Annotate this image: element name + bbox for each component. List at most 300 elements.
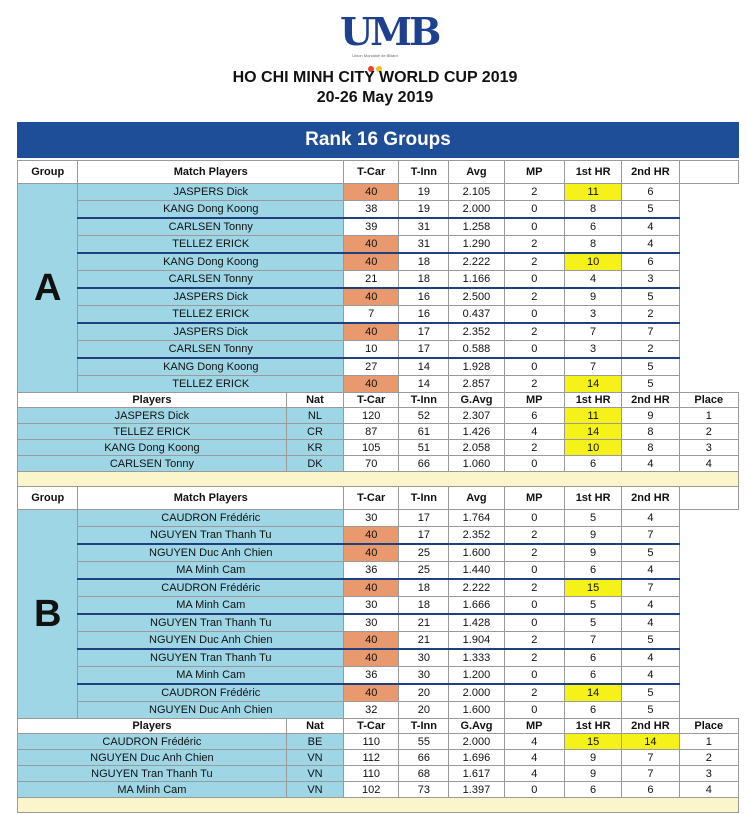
standings-header-hr1: 1st HR [564,393,621,408]
match-blank [679,288,738,306]
standings-player-name: NGUYEN Tran Thanh Tu [18,766,287,782]
standings-tcar: 110 [344,734,399,750]
match-mp: 0 [504,614,564,632]
match-player-name: KANG Dong Koong [78,201,344,219]
match-tcar: 40 [344,236,399,254]
standings-player-name: KANG Dong Koong [18,440,287,456]
match-tinn: 17 [399,510,449,527]
match-hr1: 8 [564,236,621,254]
standings-hr1: 9 [564,750,621,766]
match-player-name: MA Minh Cam [78,597,344,615]
standings-mp: 4 [504,734,564,750]
match-row [18,614,739,632]
standings-gavg: 2.307 [449,408,504,424]
standings-nat: VN [286,782,343,798]
match-row [18,579,739,597]
standings-row [18,408,739,424]
standings-nat: NL [286,408,343,424]
match-mp: 2 [504,527,564,545]
match-mp: 0 [504,218,564,236]
match-tcar: 32 [344,702,399,719]
match-player-name: CAUDRON Frédéric [78,510,344,527]
match-row [18,201,739,219]
match-hr2: 5 [622,358,679,376]
standings-mp: 4 [504,750,564,766]
match-hr2: 4 [622,649,679,667]
match-blank [679,632,738,650]
match-blank [679,201,738,219]
match-hr1: 7 [564,323,621,341]
standings-header-players: Players [18,719,287,734]
standings-row [18,440,739,456]
standings-hr2: 9 [622,408,679,424]
match-hr2: 2 [622,306,679,324]
match-hr1: 3 [564,306,621,324]
group-letter: A [18,184,78,393]
match-avg: 1.333 [449,649,504,667]
match-row [18,184,739,201]
match-row [18,510,739,527]
match-hr1: 7 [564,632,621,650]
match-avg: 1.440 [449,562,504,580]
standings-hr2: 6 [622,782,679,798]
match-row [18,544,739,562]
match-tinn: 17 [399,323,449,341]
match-hr2: 3 [622,271,679,289]
match-row [18,306,739,324]
match-player-name: JASPERS Dick [78,288,344,306]
match-tinn: 18 [399,597,449,615]
match-mp: 0 [504,306,564,324]
match-hr1: 6 [564,218,621,236]
match-hr1: 7 [564,358,621,376]
match-hr2: 7 [622,579,679,597]
standings-place: 4 [679,782,738,798]
col-header-hr1: 1st HR [564,161,621,184]
standings-header-place: Place [679,393,738,408]
standings-row [18,734,739,750]
match-player-name: NGUYEN Tran Thanh Tu [78,614,344,632]
match-tinn: 18 [399,271,449,289]
match-tinn: 31 [399,218,449,236]
match-avg: 1.928 [449,358,504,376]
match-mp: 0 [504,201,564,219]
match-mp: 0 [504,271,564,289]
match-player-name: CARLSEN Tonny [78,341,344,359]
logo-mark: UMB [340,9,439,54]
match-tcar: 10 [344,341,399,359]
match-mp: 0 [504,341,564,359]
standings-tinn: 68 [399,766,449,782]
match-hr1: 3 [564,341,621,359]
standings-hr1: 15 [564,734,621,750]
match-blank [679,218,738,236]
match-mp: 0 [504,510,564,527]
standings-hr1: 9 [564,766,621,782]
standings-gavg: 1.696 [449,750,504,766]
match-blank [679,323,738,341]
match-mp: 2 [504,184,564,201]
standings-place: 1 [679,408,738,424]
col-header-group: Group [18,487,78,510]
match-hr2: 5 [622,702,679,719]
standings-hr2: 8 [622,424,679,440]
match-row [18,376,739,393]
col-header-tinn: T-Inn [399,161,449,184]
standings-header-players: Players [18,393,287,408]
match-avg: 1.200 [449,667,504,685]
match-hr2: 7 [622,527,679,545]
match-avg: 2.222 [449,253,504,271]
match-tcar: 40 [344,288,399,306]
standings-player-name: CAUDRON Frédéric [18,734,287,750]
match-row [18,236,739,254]
match-hr1: 14 [564,376,621,393]
match-hr2: 5 [622,632,679,650]
match-avg: 1.666 [449,597,504,615]
match-row [18,253,739,271]
col-header-tcar: T-Car [344,161,399,184]
group-table [17,486,739,813]
match-mp: 0 [504,562,564,580]
match-hr1: 5 [564,597,621,615]
match-mp: 2 [504,376,564,393]
match-player-name: TELLEZ ERICK [78,376,344,393]
standings-nat: VN [286,766,343,782]
standings-tcar: 120 [344,408,399,424]
standings-mp: 0 [504,456,564,472]
match-player-name: CAUDRON Frédéric [78,684,344,702]
match-blank [679,358,738,376]
match-hr1: 10 [564,253,621,271]
match-hr2: 5 [622,376,679,393]
standings-row [18,424,739,440]
match-tinn: 16 [399,306,449,324]
col-header-hr1: 1st HR [564,487,621,510]
match-blank [679,253,738,271]
match-row [18,649,739,667]
match-avg: 0.437 [449,306,504,324]
standings-mp: 4 [504,424,564,440]
standings-tinn: 66 [399,750,449,766]
match-hr1: 6 [564,667,621,685]
match-avg: 1.428 [449,614,504,632]
match-blank [679,684,738,702]
group-footer-spacer [18,798,739,813]
match-blank [679,306,738,324]
standings-place: 3 [679,440,738,456]
col-header-mp: MP [504,161,564,184]
standings-header-tinn: T-Inn [399,393,449,408]
match-row [18,527,739,545]
match-player-name: JASPERS Dick [78,323,344,341]
standings-gavg: 1.397 [449,782,504,798]
match-row [18,597,739,615]
match-tcar: 30 [344,510,399,527]
match-avg: 2.352 [449,527,504,545]
standings-mp: 6 [504,408,564,424]
standings-tcar: 70 [344,456,399,472]
match-tcar: 40 [344,184,399,201]
standings-player-name: CARLSEN Tonny [18,456,287,472]
match-hr2: 5 [622,684,679,702]
match-blank [679,341,738,359]
match-blank [679,702,738,719]
standings-header-gavg: G.Avg [449,393,504,408]
match-tinn: 18 [399,253,449,271]
match-hr2: 4 [622,236,679,254]
match-mp: 0 [504,667,564,685]
match-hr1: 15 [564,579,621,597]
match-avg: 1.904 [449,632,504,650]
match-tinn: 14 [399,376,449,393]
standings-tinn: 52 [399,408,449,424]
match-tinn: 20 [399,684,449,702]
match-hr1: 5 [564,510,621,527]
match-tcar: 30 [344,597,399,615]
match-row [18,323,739,341]
match-player-name: MA Minh Cam [78,667,344,685]
match-avg: 2.857 [449,376,504,393]
match-hr2: 4 [622,614,679,632]
match-row [18,562,739,580]
standings-tinn: 61 [399,424,449,440]
match-hr1: 6 [564,562,621,580]
standings-place: 1 [679,734,738,750]
standings-hr1: 10 [564,440,621,456]
match-hr1: 6 [564,702,621,719]
standings-player-name: JASPERS Dick [18,408,287,424]
match-tinn: 18 [399,579,449,597]
match-tinn: 21 [399,632,449,650]
match-tcar: 40 [344,253,399,271]
event-title: HO CHI MINH CITY WORLD CUP 2019 [232,69,518,86]
match-tinn: 16 [399,288,449,306]
match-hr1: 14 [564,684,621,702]
match-hr1: 6 [564,649,621,667]
match-player-name: NGUYEN Duc Anh Chien [78,544,344,562]
match-blank [679,667,738,685]
standings-nat: DK [286,456,343,472]
standings-nat: CR [286,424,343,440]
standings-hr2: 14 [622,734,679,750]
standings-mp: 2 [504,440,564,456]
match-tcar: 40 [344,684,399,702]
match-mp: 2 [504,323,564,341]
match-hr1: 9 [564,527,621,545]
standings-nat: BE [286,734,343,750]
match-row [18,341,739,359]
col-header-mp: MP [504,487,564,510]
match-avg: 1.290 [449,236,504,254]
standings-header-hr2: 2nd HR [622,393,679,408]
match-tinn: 17 [399,341,449,359]
standings-tinn: 51 [399,440,449,456]
match-tcar: 38 [344,201,399,219]
standings-header-hr2: 2nd HR [622,719,679,734]
standings-mp: 0 [504,782,564,798]
match-row [18,218,739,236]
standings-nat: KR [286,440,343,456]
match-hr2: 5 [622,288,679,306]
standings-tcar: 110 [344,766,399,782]
match-blank [679,544,738,562]
match-blank [679,597,738,615]
standings-nat: VN [286,750,343,766]
section-banner: Rank 16 Groups [17,122,739,158]
col-header-blank [679,161,738,184]
col-header-hr2: 2nd HR [622,487,679,510]
standings-gavg: 1.426 [449,424,504,440]
standings-gavg: 1.060 [449,456,504,472]
match-tinn: 19 [399,201,449,219]
match-blank [679,579,738,597]
standings-gavg: 1.617 [449,766,504,782]
match-tinn: 21 [399,614,449,632]
match-mp: 2 [504,544,564,562]
match-mp: 0 [504,702,564,719]
match-hr2: 7 [622,323,679,341]
match-avg: 2.105 [449,184,504,201]
standings-row [18,456,739,472]
match-tcar: 40 [344,544,399,562]
col-header-match-players: Match Players [78,161,344,184]
match-avg: 2.000 [449,201,504,219]
match-hr1: 9 [564,288,621,306]
group-b-block [17,486,739,813]
match-hr2: 4 [622,218,679,236]
standings-player-name: TELLEZ ERICK [18,424,287,440]
standings-row [18,782,739,798]
standings-place: 3 [679,766,738,782]
standings-header-tcar: T-Car [344,719,399,734]
match-tinn: 14 [399,358,449,376]
match-hr2: 4 [622,510,679,527]
match-mp: 2 [504,288,564,306]
match-row [18,288,739,306]
match-row [18,702,739,719]
standings-tcar: 102 [344,782,399,798]
match-avg: 2.000 [449,684,504,702]
match-tcar: 40 [344,323,399,341]
match-mp: 0 [504,358,564,376]
logo-subtitle: Union Mondiale de Billard [352,53,398,58]
match-hr1: 11 [564,184,621,201]
match-hr1: 9 [564,544,621,562]
match-hr2: 6 [622,253,679,271]
match-hr2: 4 [622,597,679,615]
match-blank [679,184,738,201]
match-row [18,632,739,650]
match-tinn: 19 [399,184,449,201]
standings-header-tcar: T-Car [344,393,399,408]
standings-place: 2 [679,424,738,440]
match-row [18,667,739,685]
match-avg: 2.352 [449,323,504,341]
standings-header-nat: Nat [286,719,343,734]
standings-tcar: 112 [344,750,399,766]
standings-place: 4 [679,456,738,472]
standings-tinn: 66 [399,456,449,472]
match-player-name: NGUYEN Tran Thanh Tu [78,527,344,545]
standings-player-name: NGUYEN Duc Anh Chien [18,750,287,766]
match-blank [679,562,738,580]
standings-header-nat: Nat [286,393,343,408]
match-avg: 2.500 [449,288,504,306]
match-tinn: 30 [399,649,449,667]
col-header-blank [679,487,738,510]
standings-header-gavg: G.Avg [449,719,504,734]
match-hr2: 6 [622,184,679,201]
group-letter: B [18,510,78,719]
match-tcar: 40 [344,649,399,667]
standings-hr2: 7 [622,766,679,782]
match-row [18,271,739,289]
col-header-hr2: 2nd HR [622,161,679,184]
match-player-name: CAUDRON Frédéric [78,579,344,597]
match-row [18,684,739,702]
col-header-match-players: Match Players [78,487,344,510]
match-player-name: NGUYEN Tran Thanh Tu [78,649,344,667]
match-tinn: 30 [399,667,449,685]
match-avg: 1.166 [449,271,504,289]
standings-gavg: 2.000 [449,734,504,750]
group-table [17,160,739,487]
standings-tcar: 105 [344,440,399,456]
match-mp: 2 [504,253,564,271]
standings-hr1: 6 [564,782,621,798]
match-player-name: MA Minh Cam [78,562,344,580]
standings-hr2: 8 [622,440,679,456]
match-tcar: 30 [344,614,399,632]
match-player-name: JASPERS Dick [78,184,344,201]
match-avg: 1.258 [449,218,504,236]
match-tcar: 40 [344,632,399,650]
standings-hr1: 14 [564,424,621,440]
standings-hr1: 6 [564,456,621,472]
match-mp: 0 [504,597,564,615]
match-player-name: KANG Dong Koong [78,253,344,271]
standings-mp: 4 [504,766,564,782]
standings-tcar: 87 [344,424,399,440]
standings-header-mp: MP [504,393,564,408]
match-avg: 2.222 [449,579,504,597]
col-header-avg: Avg [449,487,504,510]
match-mp: 2 [504,649,564,667]
match-player-name: TELLEZ ERICK [78,236,344,254]
match-blank [679,376,738,393]
match-avg: 0.588 [449,341,504,359]
col-header-group: Group [18,161,78,184]
match-tcar: 36 [344,667,399,685]
match-avg: 1.600 [449,544,504,562]
standings-gavg: 2.058 [449,440,504,456]
match-mp: 2 [504,236,564,254]
logo-dots [340,59,410,65]
match-blank [679,510,738,527]
match-tcar: 27 [344,358,399,376]
match-tcar: 40 [344,579,399,597]
match-tinn: 20 [399,702,449,719]
match-hr1: 8 [564,201,621,219]
match-mp: 2 [504,632,564,650]
match-hr2: 2 [622,341,679,359]
match-tinn: 17 [399,527,449,545]
standings-row [18,750,739,766]
match-player-name: KANG Dong Koong [78,358,344,376]
match-hr1: 4 [564,271,621,289]
standings-row [18,766,739,782]
